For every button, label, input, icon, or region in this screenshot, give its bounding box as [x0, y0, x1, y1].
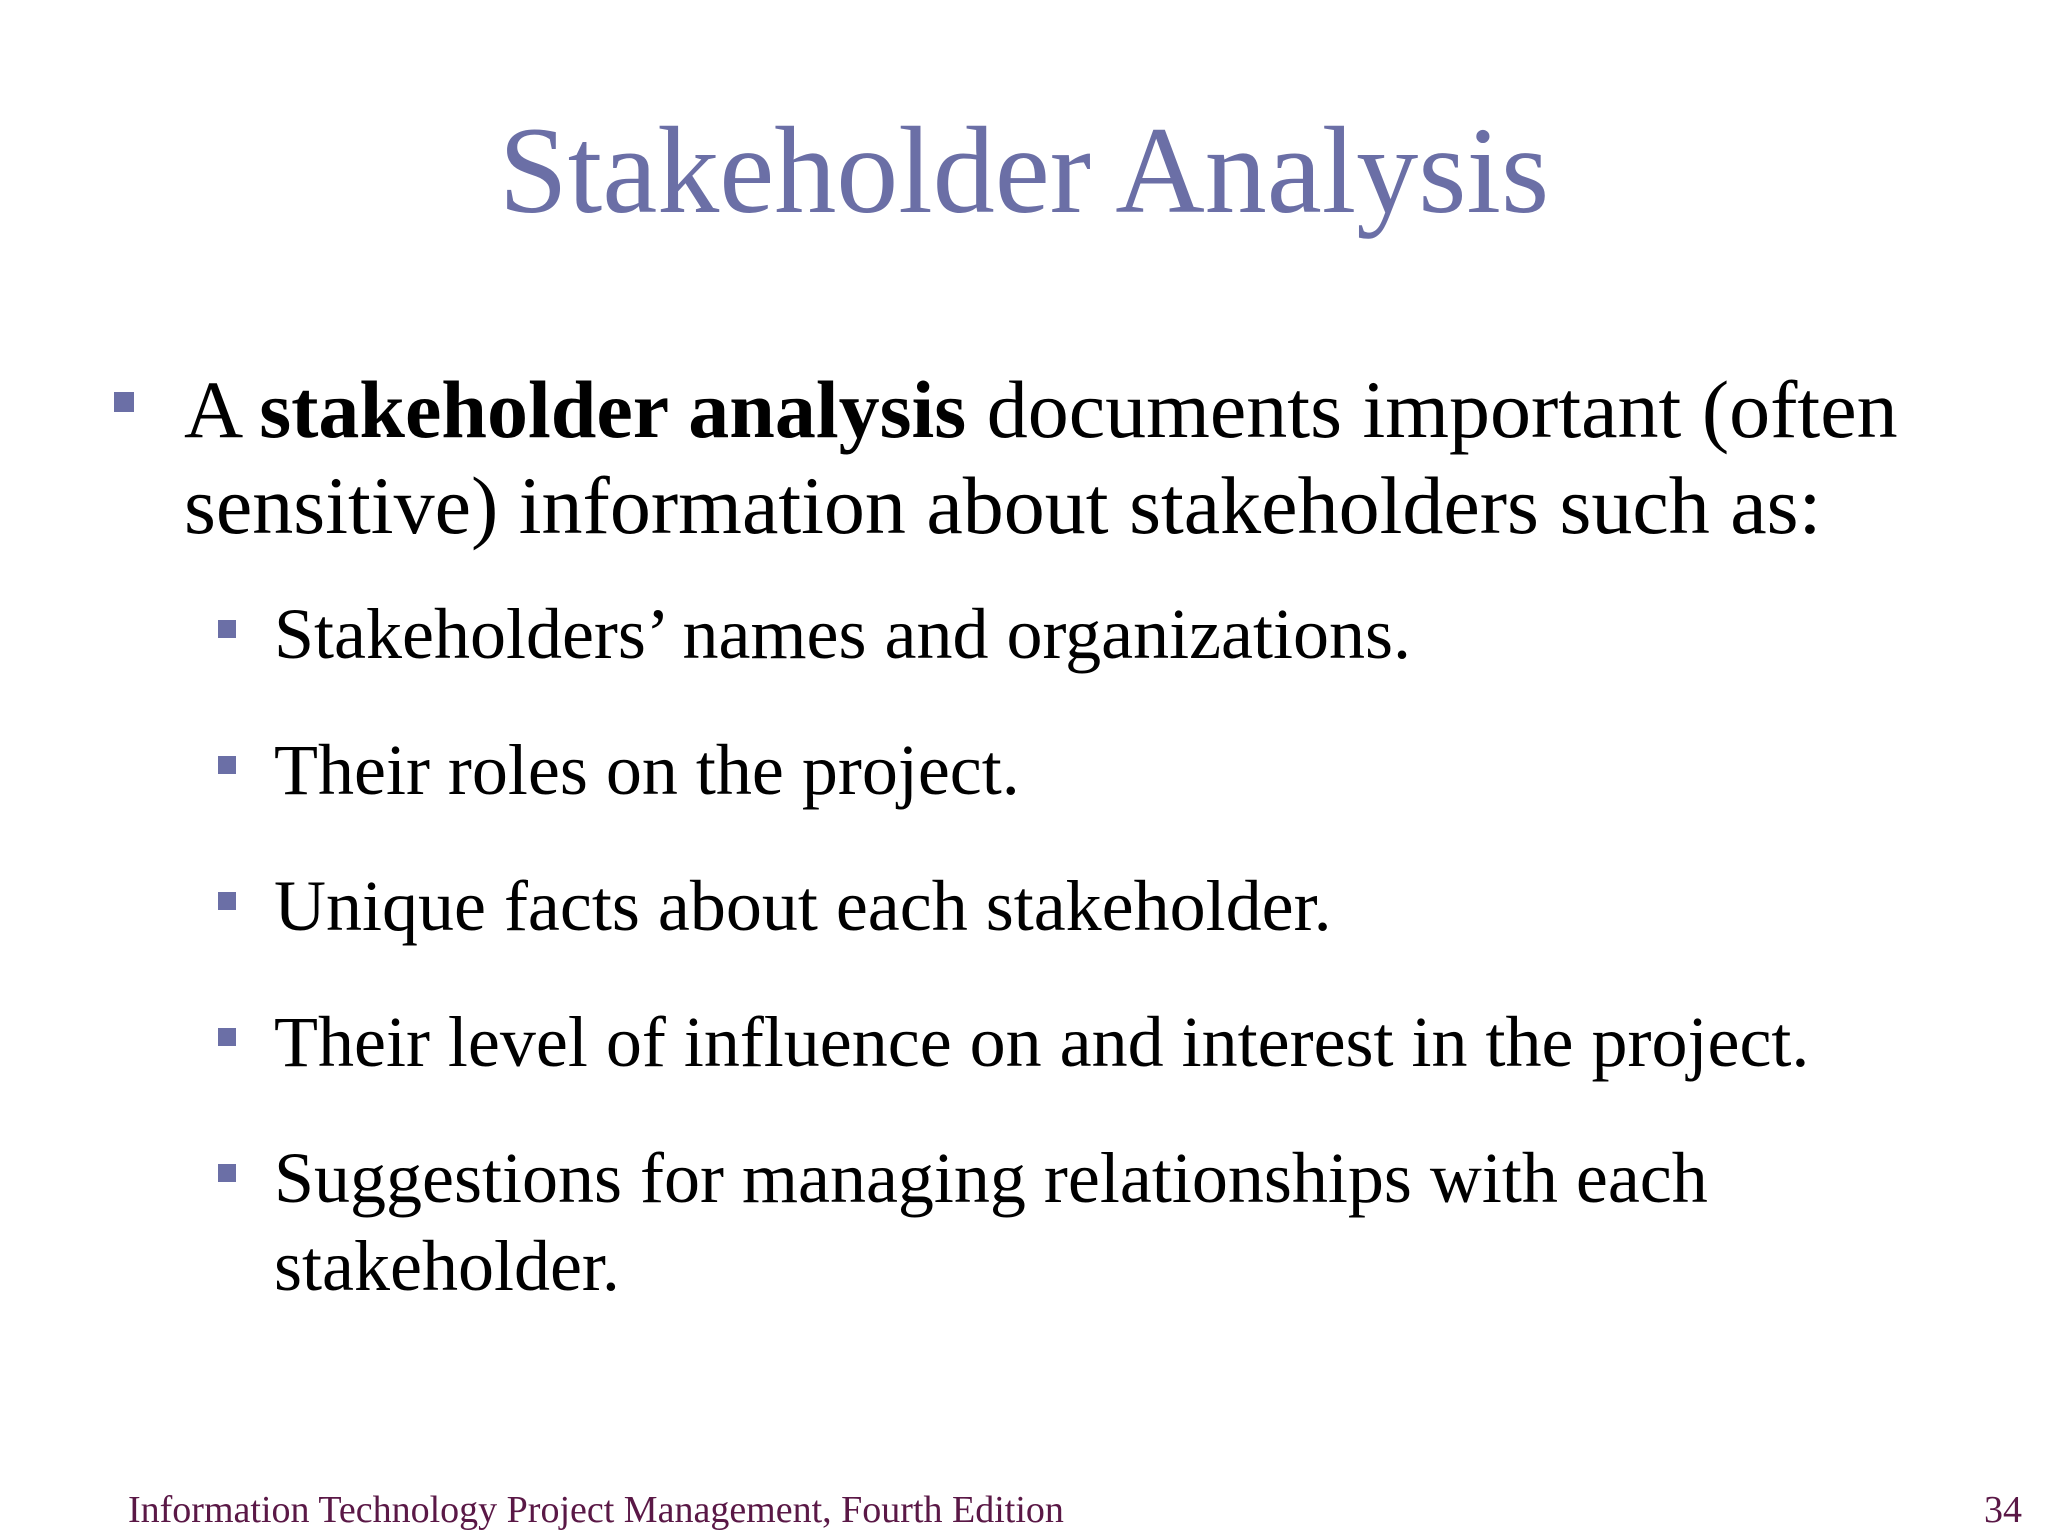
sub-bullet: [110, 726, 1940, 814]
sub-bullet-text: Their level of influence on and interest in the project.: [274, 1002, 1810, 1082]
main-bullet-term: stakeholder analysis: [259, 364, 967, 455]
main-bullet: [110, 362, 1940, 554]
square-bullet-icon: [218, 756, 236, 774]
main-bullet-prefix: A: [184, 364, 260, 455]
slide-content: [110, 362, 1940, 1310]
sub-bullet-text: Stakeholders’ names and organizations.: [274, 594, 1412, 674]
square-bullet-icon: [218, 892, 236, 910]
square-bullet-icon: [218, 620, 236, 638]
square-bullet-icon: [218, 1028, 236, 1046]
sub-bullet-text: Suggestions for managing relationships with each stakeholder.: [274, 1138, 1708, 1306]
sub-bullet-text: Unique facts about each stakeholder.: [274, 866, 1332, 946]
square-bullet-icon: [218, 1164, 236, 1182]
sub-bullet: [110, 862, 1940, 950]
sub-bullet-text: Their roles on the project.: [274, 730, 1020, 810]
slide-footer: Information Technology Project Management, Fourth Edition: [128, 1489, 1064, 1531]
sub-bullet: [110, 590, 1940, 678]
sub-bullet: [110, 998, 1940, 1086]
main-bullet-text: documents important (often sensitive) information about stakeholders such as:: [184, 364, 1898, 551]
sub-bullet: [110, 1134, 1940, 1310]
page-number: 34: [1984, 1489, 2022, 1531]
slide-title: Stakeholder Analysis: [498, 102, 1550, 239]
square-bullet-icon: [114, 392, 134, 412]
